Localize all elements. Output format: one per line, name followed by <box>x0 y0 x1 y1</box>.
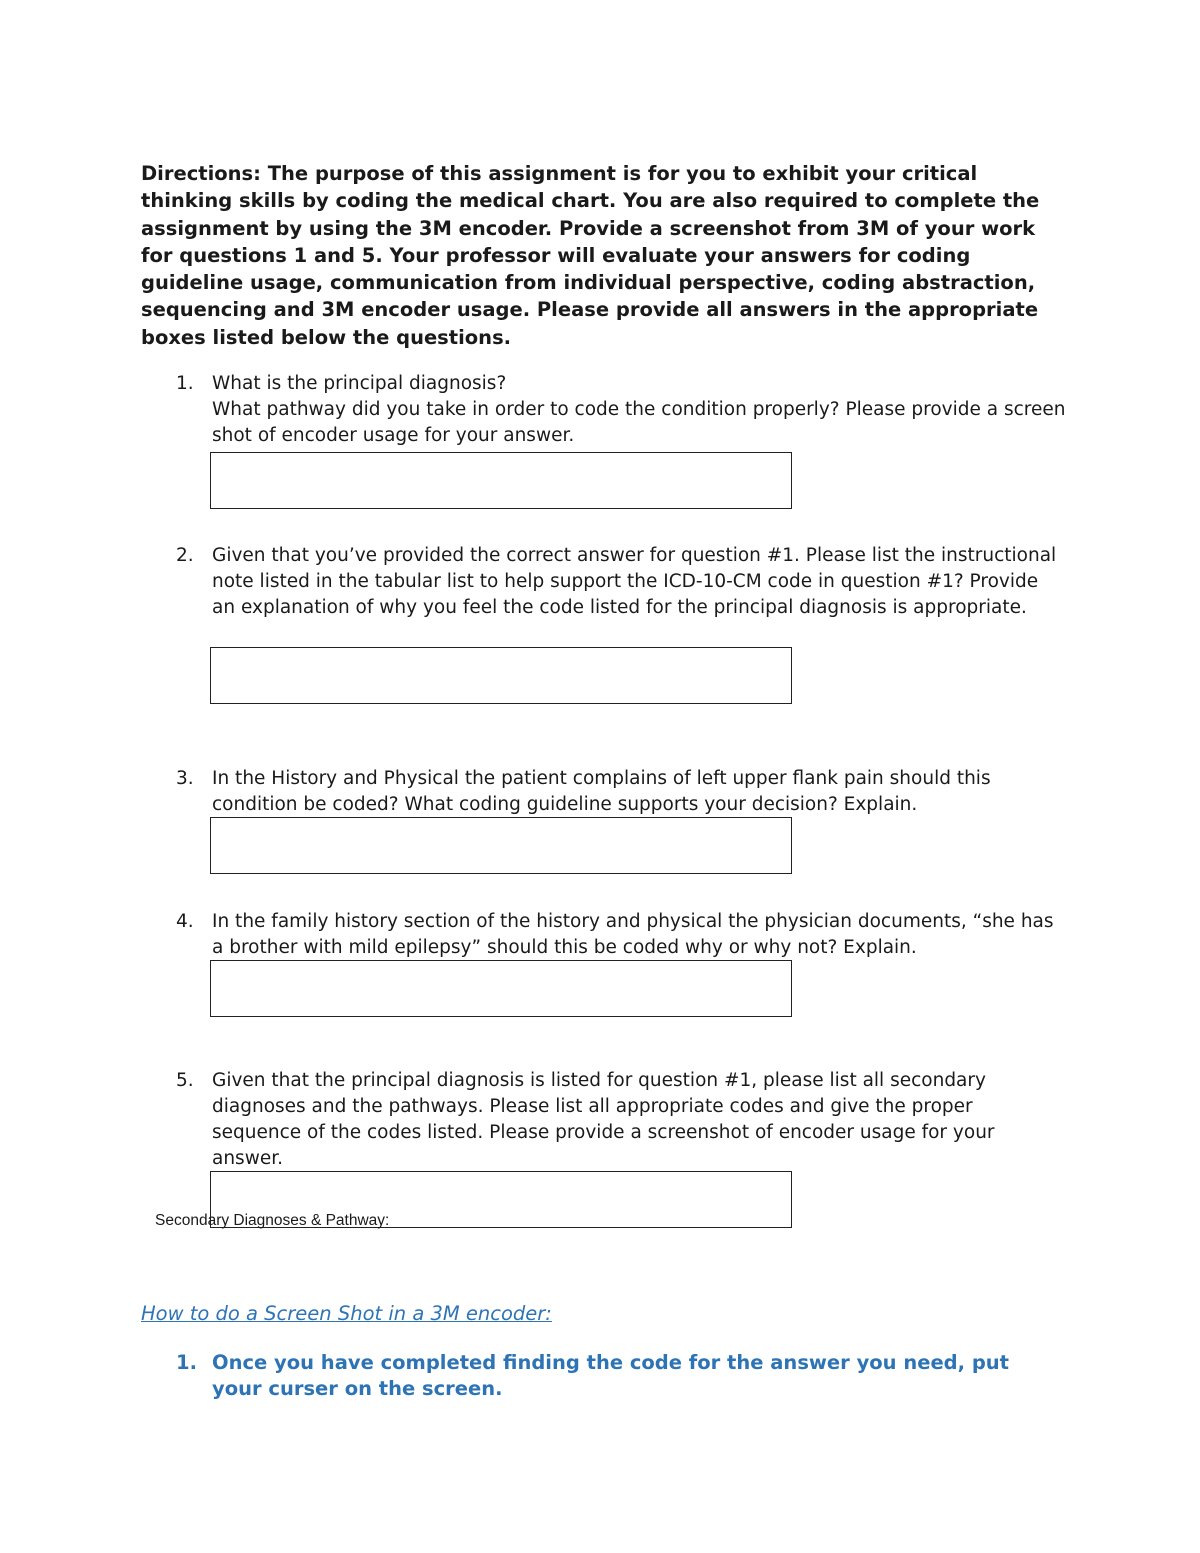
question-2-number: 2. <box>176 545 194 566</box>
question-5 <box>176 1068 1066 1172</box>
directions-paragraph: Directions: The purpose of this assignment is for you to exhibit your critical thinking skills by coding the medical chart. You are also required to complete the assignment by using the 3M encoder. Provide a screenshot from 3M of your work for questions 1 and 5. Your professor will evaluate your answers for coding guideline usage, communication from individual perspective, coding abstraction, sequencing and 3M encoder usage. Please provide all answers in the appropriate boxes listed below the questions. <box>141 162 1040 349</box>
question-1-line2: What pathway did you take in order to code the condition properly? Please provide a screen shot of encoder usage for your answer. <box>212 399 1066 446</box>
howto-step-1-text: Once you have completed finding the code for the answer you need, put your curser on the screen. <box>212 1351 1009 1400</box>
question-3-number: 3. <box>176 768 194 789</box>
question-1-number: 1. <box>176 373 194 394</box>
question-3-text: In the History and Physical the patient complains of left upper flank pain should this condition be coded? What coding guideline supports your decision? Explain. <box>212 768 991 815</box>
howto-heading: How to do a Screen Shot in a 3M encoder: <box>141 1302 552 1325</box>
howto-step-1-number: 1. <box>176 1351 197 1374</box>
answer-box-2[interactable] <box>210 647 792 704</box>
question-4-text: In the family history section of the history and physical the physician documents, “she has a brother with mild epilepsy” should this be coded why or why not? Explain. <box>212 911 1054 958</box>
question-4 <box>176 909 1066 961</box>
question-4-number: 4. <box>176 911 194 932</box>
question-3 <box>176 766 1066 818</box>
question-1-line1: What is the principal diagnosis? <box>212 373 507 394</box>
secondary-diagnoses-label: Secondary Diagnoses & Pathway: <box>155 1212 390 1229</box>
howto-step-1 <box>176 1350 1056 1402</box>
answer-box-4[interactable] <box>210 960 792 1017</box>
question-5-text: Given that the principal diagnosis is listed for question #1, please list all secondary diagnoses and the pathways. Please list all appropriate codes and give the proper sequence of the codes listed. Please provide a screenshot of encoder usage for your answer. <box>212 1070 995 1169</box>
answer-box-1[interactable] <box>210 452 792 509</box>
answer-box-3[interactable] <box>210 817 792 874</box>
question-5-number: 5. <box>176 1070 194 1091</box>
question-1 <box>176 371 1066 449</box>
question-2-text: Given that you’ve provided the correct answer for question #1. Please list the instructional note listed in the tabular list to help support the ICD-10-CM code in question #1? Provide an explanation of why you feel the code listed for the principal diagnosis is appropriate. <box>212 545 1057 618</box>
question-2 <box>176 543 1066 621</box>
